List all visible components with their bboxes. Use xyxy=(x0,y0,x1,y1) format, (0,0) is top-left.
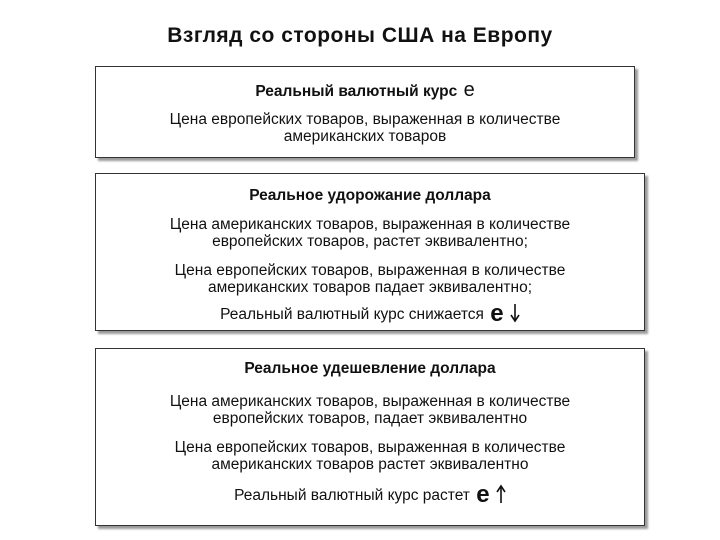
page-title: Взгляд со стороны США на Европу xyxy=(167,24,553,47)
rate-change-text: Реальный валютный курс снижается xyxy=(220,306,484,323)
dollar-depreciation-box xyxy=(95,348,645,526)
real-exchange-rate-box xyxy=(95,66,635,158)
rate-change-line xyxy=(96,302,644,326)
american-goods-line-2: европейских товаров, падает эквивалентно xyxy=(212,410,528,427)
definition-line-2: американских товаров xyxy=(283,128,447,145)
american-goods-price-text xyxy=(96,216,644,250)
european-goods-price-text xyxy=(96,439,644,473)
american-goods-line-1: Цена американских товаров, выраженная в количестве xyxy=(169,393,571,410)
definition-text xyxy=(96,111,634,145)
definition-line-1: Цена европейских товаров, выраженная в количестве xyxy=(169,111,561,128)
real-exchange-rate-heading xyxy=(96,79,634,102)
american-goods-price-text xyxy=(96,393,644,427)
exchange-rate-symbol: е xyxy=(490,300,504,327)
exchange-rate-symbol: е xyxy=(476,481,490,508)
european-goods-line-1: Цена европейских товаров, выраженная в количестве xyxy=(174,439,566,456)
american-goods-line-1: Цена американских товаров, выраженная в количестве xyxy=(169,216,571,233)
european-goods-line-2: американских товаров падает эквивалентно; xyxy=(208,279,532,296)
heading-text: Реальный валютный курс xyxy=(255,83,458,100)
european-goods-price-text xyxy=(96,262,644,296)
dollar-depreciation-heading: Реальное удешевление доллара xyxy=(244,360,496,377)
arrow-down-icon xyxy=(510,303,520,323)
exchange-rate-symbol: е xyxy=(463,79,475,101)
dollar-appreciation-heading: Реальное удорожание доллара xyxy=(249,187,491,204)
european-goods-line-2: американских товаров растет эквивалентно xyxy=(211,456,529,473)
arrow-up-icon xyxy=(496,484,506,504)
rate-change-line xyxy=(96,483,644,507)
european-goods-line-1: Цена европейских товаров, выраженная в количестве xyxy=(174,262,566,279)
dollar-appreciation-box xyxy=(95,173,645,331)
american-goods-line-2: европейских товаров, растет эквивалентно; xyxy=(212,233,528,250)
rate-change-text: Реальный валютный курс растет xyxy=(234,487,470,504)
